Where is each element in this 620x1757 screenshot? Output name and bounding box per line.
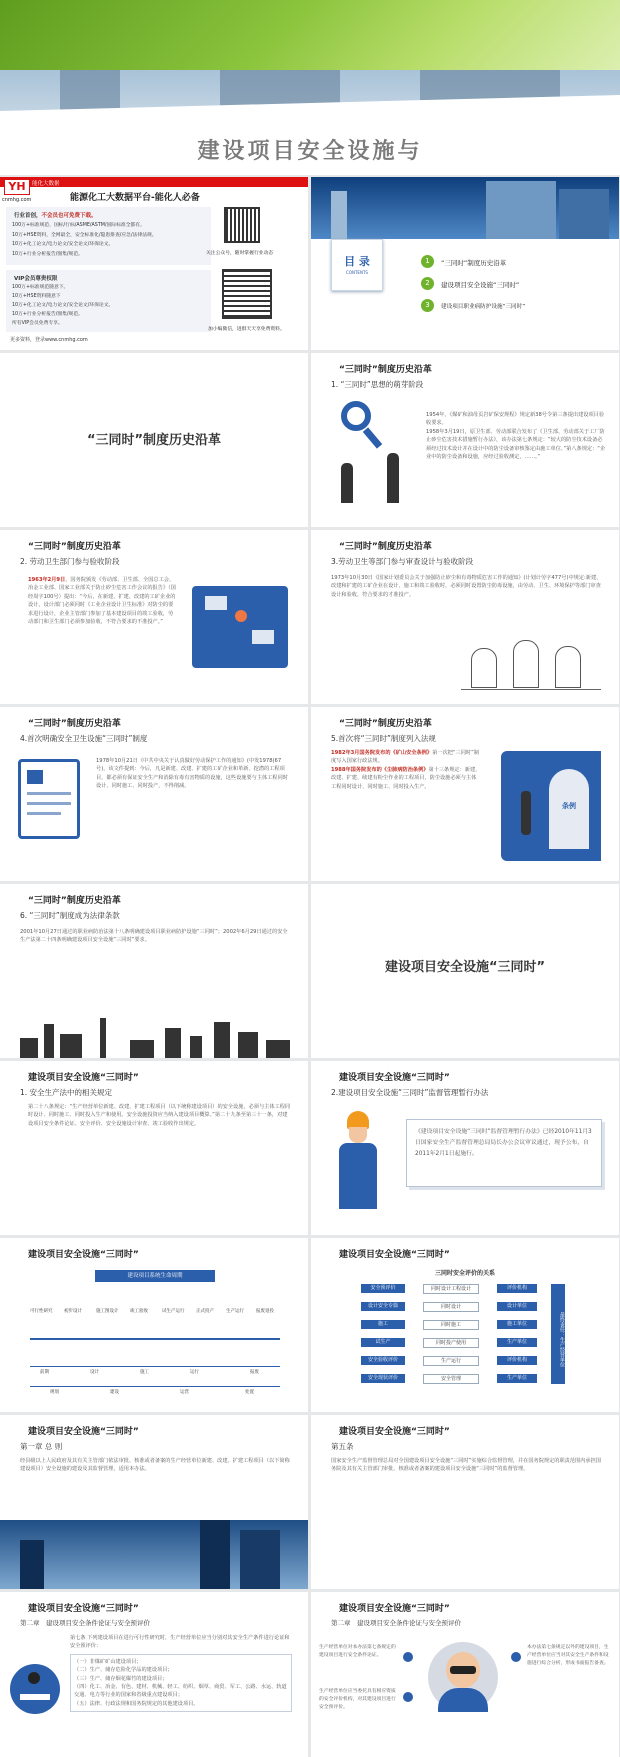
lifecycle-stage-row [30,1386,280,1396]
highlight-date: 1988年国务院发布的《尘肺病防治条例》 [331,766,429,773]
slide-body: 1973年10月30日《国家计划委员会关于加强防止矽尘和有毒物质危害工作的通知》(计划计劳字477号)中规定:新建、改建和扩建的工矿企业在设计、施工和竣工验收时，必须同时设置防尘防毒设施，由劳动、卫生、环境保护等部门审查设计和验收，符合要求的才准投产。 [331,575,602,598]
slide-paragraph: 1954年，《煤矿和油母页岩矿保安规程》规定新38号令第三条提出建设项目验收要求。 [426,412,605,427]
worker-head-icon [28,1672,40,1684]
toc-building [486,181,556,239]
content-slide [0,530,308,704]
toc-number: 2 [421,277,434,290]
ad-col1 [6,207,211,265]
diagram-left-box: 安全现状评价 [361,1374,405,1383]
toc-title: 目 录 [344,255,370,268]
diagram-head: 三同时安全评价的关系 [434,1270,495,1277]
glasses-icon [450,1666,476,1674]
book-illustration [501,751,601,861]
slide-subtitle: 2. 劳动卫生部门参与验收阶段 [20,557,120,566]
skyline-building [60,1034,82,1058]
city-photo [0,1520,308,1589]
slide-title: “三同时”制度历史沿革 [28,719,121,729]
book-label: 条例 [562,802,576,810]
toc-building [331,191,347,239]
hero-banner [0,0,620,175]
slide-title: “三同时”制度历史沿革 [339,542,432,552]
slide-title: “三同时”制度历史沿革 [339,365,432,375]
diagram-right-box: 生产单位 [497,1338,537,1347]
diagram-mid-box: 安全管理 [423,1374,479,1384]
document-icon [18,759,80,839]
phase-label: 设计 [90,1370,99,1375]
slide-body [331,749,481,791]
phase-label: 前期 [40,1370,49,1375]
slide-body [70,1634,292,1712]
condition-list [70,1654,292,1712]
lifecycle-label: 竣工验收 [130,1309,148,1314]
diagram-mid-box: 同时设计工程设计 [423,1284,479,1294]
city-skyline [0,1030,308,1058]
ad-col2 [6,270,211,332]
lifecycle-axis [30,1338,280,1340]
slide-subtitle: 第二章 建设项目安全条件论证与安全预评价 [20,1619,150,1627]
phase-label: 施工 [140,1370,149,1375]
content-slide [0,1415,308,1589]
slide-title: “三同时”制度历史沿革 [28,542,121,552]
hero-green-band [0,0,620,70]
slide-title: 建设项目安全设施“三同时” [28,1604,139,1614]
magnifier-handle [363,427,383,448]
section-title: 建设项目安全设施“三同时” [384,960,546,975]
diagram-right-box: 评价机构 [497,1356,537,1365]
person-icon [521,791,531,835]
slide-title: “三同时”制度历史沿革 [339,719,432,729]
content-slide [311,1592,619,1757]
condition-item: （五）法律、行政法规和国务院规定的其他建设项目。 [74,1700,199,1707]
toc-en: CONTENTS [346,270,368,275]
toc-badge [331,239,383,291]
ad-logo: YH [4,179,30,195]
slide-title: 建设项目安全设施“三同时” [28,1250,139,1260]
worker-face-icon [349,1127,367,1143]
slide-text: ，国务院颁发《劳动部、卫生部、全国总工会、冶金工业部、国家工业部关于防止矽尘危害工作会议的报告》（国经周字100号） [28,577,176,600]
slide-body [28,576,178,626]
diagram-right-box: 设计单位 [497,1302,537,1311]
person-sketch-icon [513,640,539,688]
worker-body-icon [339,1143,377,1209]
ad-col2-item: 10万+HSE资料随意下 [12,294,61,299]
ad-qr2-caption: 加小编微信，进群天天享免费资料。 [208,327,285,332]
diagram-left-box: 安全验收评价 [361,1356,405,1365]
reviewer-body-icon [438,1688,488,1712]
slide-subtitle: 第一章 总 则 [20,1442,63,1451]
diagram-side-bar: 最终责任：生产经营单位 [551,1284,565,1384]
toc-item-1[interactable]: “三同时”制度历史沿革 [441,259,507,267]
slide-subtitle: 1. “三同时”思想的萌芽阶段 [331,380,424,389]
desk-icon [20,1694,50,1700]
diagram-mid-box: 同时投产使用 [423,1338,479,1348]
slide-body: 经县级以上人民政府及其有关主管部门依法审批、核准或者备案的生产经营单位新建、改建、扩建工程项目（以下简称建设项目）安全设施的建设及其监督管理，适用本办法。 [20,1458,290,1473]
left-note-2: 生产经营单位应当委托具有相应资质的安全评价机构，对其建设项目进行安全预评价。 [319,1689,396,1710]
photo-building [20,1540,44,1589]
ad-col1-head: 行业首创， [14,213,42,219]
content-slide [0,884,308,1058]
slide-body: 2001年10月27日通过的职业病防治法第十八条明确建设项目职业病防护设施“三同时”；2002年6月29日通过的安全生产法第二十四条明确建设项目安全设施“三同时”要求。 [20,929,288,944]
content-slide [311,707,619,881]
diagram-left-box: 安全预评价 [361,1284,405,1293]
lifecycle-label: 可行性研究 [30,1309,53,1314]
diagram-right-box: 评价机构 [497,1284,537,1293]
document-line [27,792,71,795]
slide-body: 《建设项目安全设施“三同时”监督管理暂行办法》已经2010年11月3日国家安全生产监督管理总局局长办公会议审议通过，现予公布，自2011年2月1日起施行。 [415,1129,592,1157]
content-slide [311,1415,619,1589]
ad-col2-item: 所有VIP会员免费专享。 [12,321,63,326]
section-slide [311,884,619,1058]
phase-label: 报废 [250,1370,259,1375]
toc-building [559,189,609,239]
lifecycle-label: 生产运行 [226,1309,244,1314]
slide-body [426,411,606,461]
desk-worker-illustration [10,1664,60,1714]
connector-dot [403,1652,413,1662]
slide-title: 建设项目安全设施“三同时” [339,1250,450,1260]
condition-item: （三）生产、储存烟花爆竹的建设项目； [74,1675,168,1682]
skyline-tower [100,1018,106,1058]
slide-subtitle: 4.首次明确安全卫生设施“三同时”制度 [20,734,148,743]
slide-title: 建设项目安全设施“三同时” [339,1073,450,1083]
stage-label: 运营 [180,1390,189,1395]
ad-slide [0,177,308,350]
diagram-mid-box: 生产运行 [423,1356,479,1366]
toc-slide [311,177,619,350]
slide-subtitle: 2.建设项目安全设施“三同时”监督管理暂行办法 [331,1088,489,1097]
slide-body: 国家安全生产监督管理总局对全国建设项目安全设施“三同时”实施综合监督管理，并在国务院规定的职责范围内承担国务院及其有关主管部门审批、核准或者备案的建设项目安全设施“三同时”的监督管理。 [331,1458,601,1473]
skyline-building [214,1022,230,1058]
slide-title: 建设项目安全设施“三同时” [28,1073,139,1083]
lifecycle-label: 正式投产 [196,1309,214,1314]
ad-logo-name: 能化大数据 [32,181,60,187]
ad-title: 能源化工大数据平台-能化人必备 [70,193,200,203]
lifecycle-label: 试生产运行 [162,1309,185,1314]
skyline-building [20,1038,38,1058]
ad-col2-list [12,283,113,328]
diagram-right-box: 施工单位 [497,1320,537,1329]
toc-number: 1 [421,255,434,268]
document-line [27,812,61,815]
document-icon-mark [27,770,43,784]
lifecycle-phase-row [30,1366,280,1376]
qr-code-icon [222,269,272,319]
photo-building [200,1520,230,1589]
photo-building [240,1530,280,1589]
ad-logo-site: cnmhg.com [2,197,32,203]
stage-label: 处置 [245,1390,254,1395]
slide-subtitle: 第五条 [331,1442,354,1451]
toc-item-3[interactable]: 建设项目职业病防护设施“三同时” [441,304,526,310]
slide-subtitle: 第二章 建设项目安全条件论证与安全预评价 [331,1619,461,1627]
slide-title: 建设项目安全设施“三同时” [28,1427,139,1437]
condition-item: （一）非煤矿矿山建设项目； [74,1658,142,1665]
lifecycle-label: 施工图设计 [96,1309,119,1314]
connector-dot [511,1652,521,1662]
stage-label: 建设 [110,1390,119,1395]
qr-code-icon [224,207,260,243]
slide-text: 第一次把“三同时”制度写入国家行政法规。 [331,750,479,765]
diagram-mid-box: 同时设计 [423,1302,479,1312]
slide-text: 第十三条规定：新建、改建、扩建、续建有粉尘作业的工程项目，防尘设施必须与主体工程同时设计、同时施工、同时投入生产。 [331,766,481,790]
diagram-left-box: 设计安全专篇 [361,1302,405,1311]
magnifier-icon [341,401,371,431]
slide-subtitle: 6. “三同时”制度成为法律条款 [20,911,120,920]
ad-col2-item: 100万+标准规范随意下。 [12,285,69,290]
person-top-icon [235,610,247,622]
ad-col1-head-red: 不会员也可免费下载。 [41,213,97,219]
toc-item-2[interactable]: 建设项目安全设施“三同时” [441,281,520,289]
right-note: 本办法第七条规定以外的建设项目，生产经营单位应当对其安全生产条件和设施进行综合分析，形成书面报告备查。 [527,1645,609,1666]
ad-col2-item: 10万+化工论文/电力论文/安全论文/环保论文。 [12,303,114,308]
lifecycle-label: 初步设计 [64,1309,82,1314]
ad-col1-item: 10万+行业分析报告/图集/规范。 [12,251,83,257]
slide-subtitle: 3.劳动卫生等部门参与审查设计与验收阶段 [331,557,474,566]
diagram-right-box: 生产单位 [497,1374,537,1383]
diagram-mid-box: 同时施工 [423,1320,479,1330]
person-sketch-icon [471,648,497,688]
condition-item: （二）生产、储存危险化学品的建设项目； [74,1667,173,1674]
skyline-building [266,1040,290,1058]
content-slide [311,1238,619,1412]
section-title: “三同时”制度历史沿革 [86,433,222,448]
paper-icon [252,630,274,644]
diagram-left-box: 施工 [361,1320,405,1329]
content-slide [311,353,619,527]
ad-col1-item: 10万+化工论文/电力论文/安全论文/环保论文。 [12,242,114,247]
content-slide [0,1238,308,1412]
slide-title: “三同时”制度历史沿革 [28,896,121,906]
skyline-building [165,1028,181,1058]
reviewer-illustration [428,1642,498,1712]
hero-title: 建设项目安全设施与 [197,139,423,164]
slide-text: 提出：“今后，在新建、扩建、改建的工矿企业的设计，设计部门必须同时《工业企业设计卫生标准》对防尘的要求进行设计，企业主管部门参加了基本建设项目的竣工验收，劳动部门和卫生部门必须参加验收，不符合要求的不准投产。” [28,593,176,626]
ad-qr1-caption: 关注公众号，随时掌握行业动态 [206,251,274,256]
paper-icon [205,596,227,610]
ad-more[interactable]: 更多资料，登录www.cnmhg.com [10,337,88,343]
slide-subtitle: 5.首次将“三同时”制度列入法规 [331,734,436,743]
skyline-building [190,1036,202,1058]
connector-dot [403,1692,413,1702]
diagram-left-box: 试生产 [361,1338,405,1347]
highlight-date: 1982年3月国务院发布的《矿山安全条例》 [331,750,433,756]
ad-col2-head: VIP会员尊贵权限 [14,276,58,282]
content-slide [311,1061,619,1235]
highlight-date: 1963年2月9日 [28,577,66,583]
ad-col1-item: 100万+标准规范、国标/行标/ASME/ASTM/国际标准全都有。 [12,223,145,228]
content-slide [311,530,619,704]
content-slide [0,1061,308,1235]
slide-subtitle: 1. 安全生产法中的相关规定 [20,1088,113,1097]
skyline-building [238,1032,258,1058]
lifecycle-banner: 建设项目系统生命周期 [95,1270,215,1282]
phase-label: 运行 [190,1370,199,1375]
ad-col1-item: 10万+HSE资料，全网最全，安全标准化/隐患排查/应急/法律法规。 [12,232,157,238]
left-note-1: 生产经营单位对本办法第七条规定的建设项目进行安全条件论证。 [319,1645,396,1658]
slide-body: 第二十八条规定：“生产经营单位新建、改建、扩建工程项目（以下统称建设项目）的安全设施，必须与主体工程同时设计、同时施工、同时投入生产和使用。安全设施投资应当纳入建设项目概算。”第二十九条至第三十一条，对建设项目安全条件论证、安全评价、安全设施设计审查、竣工验收作出规定。 [28,1104,291,1127]
document-line [27,802,71,805]
slide-text: 第七条 下列建设项目在进行可行性研究时，生产经营单位应当分别对其安全生产条件进行论证和安全预评价： [70,1635,290,1650]
skyline-building [130,1040,154,1058]
slide-title: 建设项目安全设施“三同时” [339,1427,450,1437]
content-slide [0,707,308,881]
person-icon [387,453,399,503]
skyline-building [44,1024,54,1058]
slide-paragraph: 1958年3月19日，原卫生部、劳动部联合发布了《卫生部、劳动部关于工厂防止砂尘危害技术措施暂行办法》，该办法第七条规定：“较大的防尘技术设备必须经过技术设计并在设计中的防尘设备审核鉴定由施工单位、”第八条规定：“企业中的防尘设备和设施，应经过验收测定，……。” [426,428,606,461]
meeting-sketch-illustration [461,630,601,690]
stage-label: 规划 [50,1390,59,1395]
person-sketch-icon [555,646,581,688]
lifecycle-label: 报废退役 [256,1309,274,1314]
ad-col2-item: 10万+行业分析报告/图集/规范。 [12,312,83,317]
content-slide [0,1592,308,1757]
section-slide [0,353,308,527]
lifecycle-top-labels [30,1308,280,1338]
person-icon [341,463,353,503]
slide-title: 建设项目安全设施“三同时” [339,1604,450,1614]
ad-col1-list [12,221,157,259]
toc-number: 3 [421,299,434,312]
condition-item: （四）化工、冶金、有色、建材、机械、轻工、纺织、烟草、商贸、军工、公路、水运、轨道交通、电力等行业的国家和省级重点建设项目； [74,1684,287,1699]
slide-body: 1978年10月21日《中共中央关于认真做好劳动保护工作的通知》(中发1978(67号)，该文件提到：今后，凡是新建、改建、扩建的工矿企业和革新、挖潜的工程项目，都必须有保证安全生产和消除有毒有害物质的设施，这些设施要与主体工程同时设计、同时施工、同时投产，不得削减。 [96,758,288,790]
